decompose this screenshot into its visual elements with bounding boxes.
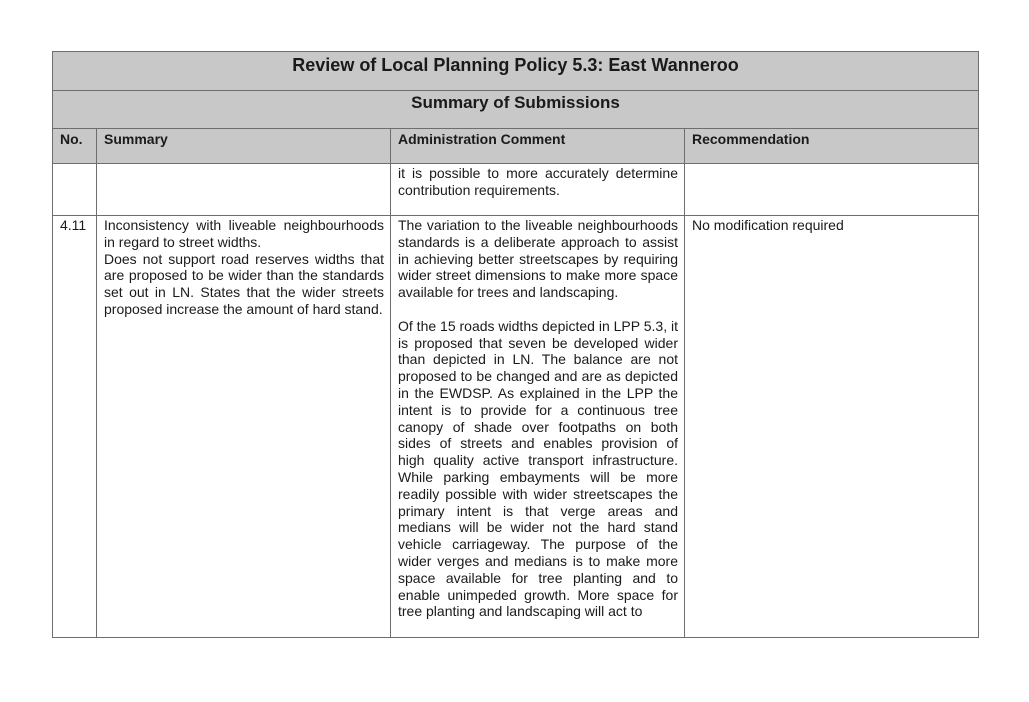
cell-comment (391, 216, 685, 638)
cell-recommendation (685, 164, 979, 216)
summary-paragraph: Inconsistency with liveable neighbourhoods in regard to street widths. (104, 217, 384, 250)
document-title: Review of Local Planning Policy 5.3: East Wanneroo (53, 52, 979, 91)
table-header-row (53, 129, 979, 164)
comment-paragraph: The variation to the liveable neighbourhoods standards is a deliberate approach to assist in achieving better streetscapes by requiring wider street dimensions to make more space available for trees and landscaping. (398, 217, 678, 301)
submissions-table (52, 51, 979, 638)
cell-no: 4.11 (53, 216, 97, 638)
cell-summary (97, 164, 391, 216)
cell-no (53, 164, 97, 216)
table-row (53, 164, 979, 216)
document-subtitle: Summary of Submissions (53, 91, 979, 129)
header-recommendation: Recommendation (685, 129, 979, 164)
summary-paragraph: Does not support road reserves widths that are proposed to be wider than the standards set out in LN. States that the wider streets proposed increase the amount of hard stand. (104, 250, 384, 317)
header-summary: Summary (97, 129, 391, 164)
cell-summary (97, 216, 391, 638)
header-comment: Administration Comment (391, 129, 685, 164)
cell-recommendation: No modification required (685, 216, 979, 638)
cell-comment: it is possible to more accurately determine contribution requirements. (391, 164, 685, 216)
header-no: No. (53, 129, 97, 164)
comment-paragraph: Of the 15 roads widths depicted in LPP 5.3, it is proposed that seven be developed wider than depicted in LN. The balance are not proposed to be changed and are as depicted in the EWDSP. As explained in the LPP the intent is to provide for a continuous tree canopy of shade over footpaths on both sides of streets and enables provision of high quality active transport infrastructure. While parking embayments will be more readily possible with wider streetscapes the primary intent is that verge areas and medians will be wider not the hard stand vehicle carriageway. The purpose of the wider verges and medians is to make more space available for tree planting and to enable unimpeded growth. More space for tree planting and landscaping will act to (398, 317, 678, 620)
table-row (53, 216, 979, 638)
